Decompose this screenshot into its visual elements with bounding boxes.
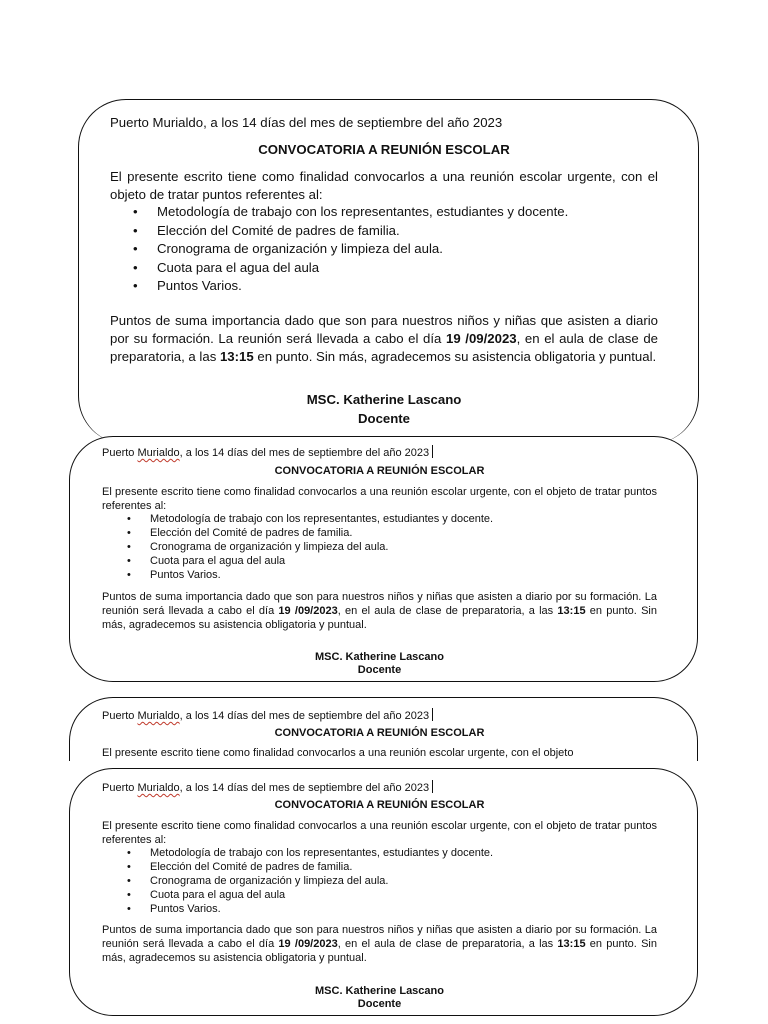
date-line: Puerto Murialdo, a los 14 días del mes de septiembre del año 2023 (110, 115, 503, 130)
bullet-icon: • (127, 847, 131, 859)
list-item: • Elección del Comité de padres de familia. (133, 222, 400, 238)
bullet-icon: • (127, 526, 131, 539)
intro-paragraph: El presente escrito tiene como finalidad convocarlos a una reunión escolar urgente, con el objeto de tratar puntos referentes al: (110, 169, 658, 202)
bullet-icon: • (133, 222, 138, 238)
letter-card-1 (78, 99, 699, 444)
spellcheck-underline: Murialdo (137, 782, 180, 794)
intro-paragraph: El presente escrito tiene como finalidad convocarlos a una reunión escolar urgente, con el objeto de tratar puntos referentes al: (102, 820, 657, 846)
intro-paragraph-truncated: El presente escrito tiene como finalidad convocarlos a una reunión escolar urgente, con el objeto (102, 747, 574, 759)
bullet-icon: • (133, 204, 138, 219)
body-paragraph: Puntos de suma importancia dado que son para nuestros niños y niñas que asisten a diario por su formación. La reunión será llevada a cabo el día 19 /09/2023, en el aula de clase de preparatoria, a las 13:15 en punto. Sin más, agradecemos su asistencia obligatoria y puntual. (102, 924, 657, 964)
bullet-icon: • (127, 554, 131, 567)
date-line: Puerto Murialdo, a los 14 días del mes de septiembre del año 2023 (102, 708, 657, 724)
list-item: • Elección del Comité de padres de familia. (127, 526, 353, 539)
bullet-icon: • (127, 860, 131, 873)
signer-role: Docente (357, 664, 402, 676)
bullet-icon: • (127, 874, 131, 887)
bullet-icon: • (127, 568, 131, 581)
list-item: • Cronograma de organización y limpieza del aula. (127, 540, 389, 553)
signer-name: MSC. Katherine Lascano (306, 392, 462, 407)
date-line: Puerto Murialdo, a los 14 días del mes de septiembre del año 2023 (102, 445, 657, 461)
letter-heading: CONVOCATORIA A REUNIÓN ESCOLAR (258, 142, 510, 157)
list-item: • Puntos Varios. (127, 902, 221, 915)
letter-card-2 (69, 436, 698, 682)
signer-role: Docente (357, 411, 411, 426)
letter-heading: CONVOCATORIA A REUNIÓN ESCOLAR (274, 727, 485, 739)
list-item: • Cuota para el agua del aula (127, 888, 286, 901)
list-item: • Metodología de trabajo con los representantes, estudiantes y docente. (127, 513, 494, 525)
letter-card-4 (69, 768, 698, 1016)
bullet-icon: • (127, 540, 131, 553)
intro-paragraph: El presente escrito tiene como finalidad convocarlos a una reunión escolar urgente, con el objeto de tratar puntos referentes al: (102, 486, 657, 512)
list-item: • Puntos Varios. (133, 278, 242, 293)
signer-name: MSC. Katherine Lascano (315, 985, 444, 997)
agenda-list (127, 513, 493, 582)
list-item: • Cuota para el agua del aula (133, 259, 320, 275)
list-item: • Elección del Comité de padres de familia. (127, 860, 353, 873)
list-item: • Cronograma de organización y limpieza del aula. (133, 241, 443, 256)
bullet-icon: • (127, 513, 131, 525)
date-line: Puerto Murialdo, a los 14 días del mes de septiembre del año 2023 (102, 780, 657, 796)
bullet-icon: • (127, 902, 131, 915)
bullet-icon: • (133, 259, 138, 275)
letter-heading: CONVOCATORIA A REUNIÓN ESCOLAR (274, 799, 485, 811)
list-item: • Metodología de trabajo con los representantes, estudiantes y docente. (127, 847, 494, 859)
list-item: • Puntos Varios. (127, 568, 221, 581)
text-cursor (432, 708, 433, 721)
agenda-list (133, 203, 568, 296)
bullet-icon: • (127, 888, 131, 901)
body-paragraph: Puntos de suma importancia dado que son para nuestros niños y niñas que asisten a diario por su formación. La reunión será llevada a cabo el día 19 /09/2023, en el aula de clase de preparatoria, a las 13:15 en punto. Sin más, agradecemos su asistencia obligatoria y puntual. (110, 313, 658, 364)
list-item: • Metodología de trabajo con los representantes, estudiantes y docente. (133, 204, 569, 219)
letter-heading: CONVOCATORIA A REUNIÓN ESCOLAR (274, 465, 485, 477)
letter-card-3 (69, 697, 698, 761)
list-item: • Cronograma de organización y limpieza del aula. (127, 874, 389, 887)
bullet-icon: • (133, 241, 138, 256)
signer-role: Docente (357, 998, 402, 1010)
body-paragraph: Puntos de suma importancia dado que son para nuestros niños y niñas que asisten a diario por su formación. La reunión será llevada a cabo el día 19 /09/2023, en el aula de clase de preparatoria, a las 13:15 en punto. Sin más, agradecemos su asistencia obligatoria y puntual. (102, 591, 657, 631)
bullet-icon: • (133, 278, 138, 293)
spellcheck-underline: Murialdo (137, 447, 180, 459)
signer-name: MSC. Katherine Lascano (315, 651, 444, 663)
spellcheck-underline: Murialdo (137, 710, 180, 722)
list-item: • Cuota para el agua del aula (127, 554, 286, 567)
text-cursor (432, 445, 433, 458)
text-cursor (432, 780, 433, 793)
agenda-list (127, 847, 493, 916)
